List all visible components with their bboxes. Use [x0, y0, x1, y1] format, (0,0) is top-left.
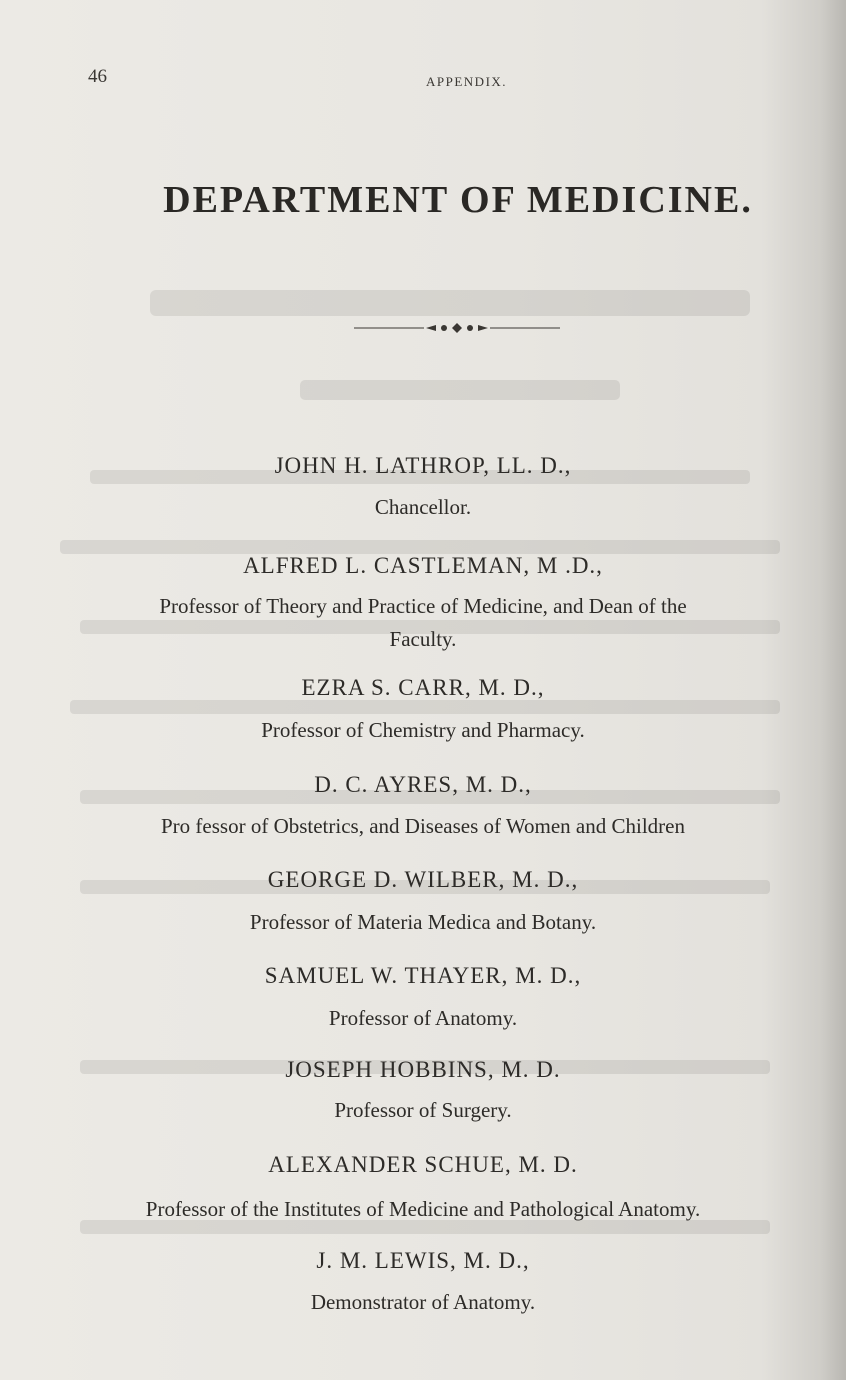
faculty-name: JOSEPH HOBBINS, M. D.	[285, 1057, 561, 1082]
faculty-role: Professor of the Institutes of Medicine and Pathological Anatomy.	[145, 1197, 701, 1221]
faculty-role: Professor of Theory and Practice of Medicine, and Dean of the	[159, 594, 687, 618]
faculty-role: Pro fessor of Obstetrics, and Diseases of Women and Children	[161, 814, 685, 838]
running-head	[0, 66, 846, 96]
faculty-role: Professor of Chemistry and Pharmacy.	[261, 718, 585, 742]
faculty-name: EZRA S. CARR, M. D.,	[301, 675, 545, 700]
faculty-name: ALFRED L. CASTLEMAN, M .D.,	[243, 553, 603, 578]
faculty-name: SAMUEL W. THAYER, M. D.,	[264, 963, 582, 988]
faculty-name: D. C. AYRES, M. D.,	[314, 772, 532, 797]
faculty-name: GEORGE D. WILBER, M. D.,	[267, 867, 579, 892]
faculty-role: Professor of Materia Medica and Botany.	[249, 910, 597, 934]
divider-ornament	[352, 321, 562, 335]
faculty-role: Demonstrator of Anatomy.	[310, 1290, 536, 1314]
running-title: APPENDIX.	[426, 74, 508, 89]
faculty-name: J. M. LEWIS, M. D.,	[316, 1248, 530, 1273]
faculty-role-continued: Faculty.	[389, 627, 457, 651]
faculty-role: Professor of Surgery.	[334, 1098, 512, 1122]
faculty-role: Chancellor.	[374, 495, 472, 519]
faculty-name: JOHN H. LATHROP, LL. D.,	[274, 453, 572, 478]
page-number: 46	[88, 66, 107, 87]
faculty-name: ALEXANDER SCHUE, M. D.	[268, 1152, 578, 1177]
faculty-role: Professor of Anatomy.	[328, 1006, 518, 1030]
section-title: DEPARTMENT OF MEDICINE.	[163, 179, 753, 221]
